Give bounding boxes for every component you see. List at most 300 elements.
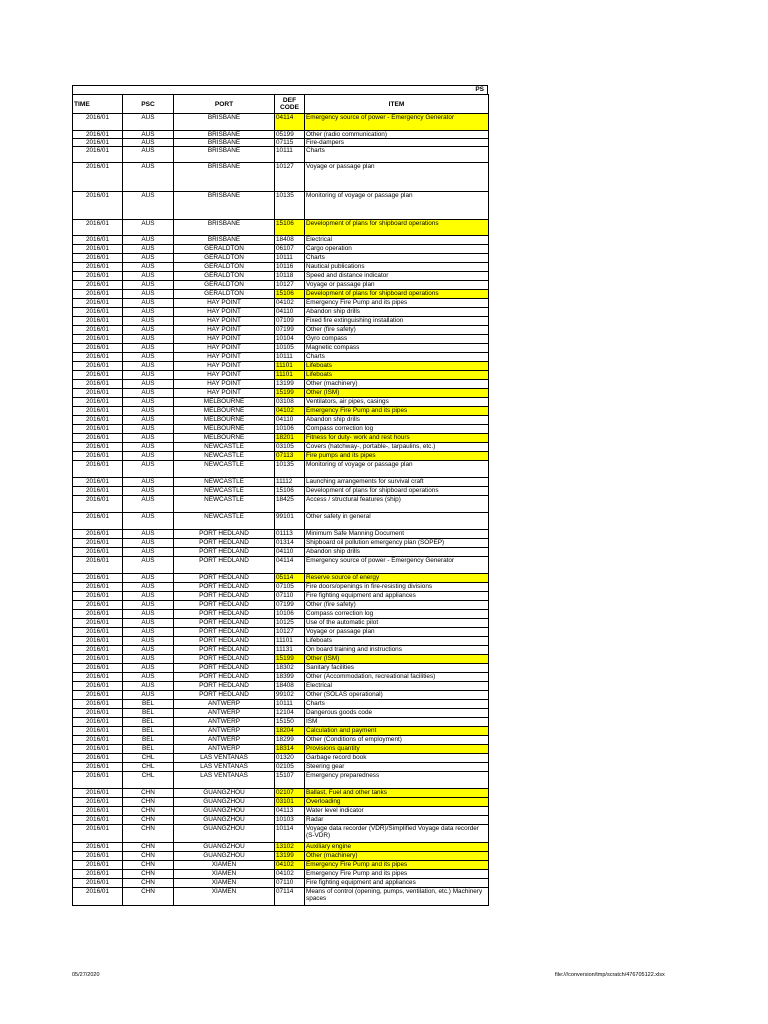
cell-def-code: 10114 (275, 825, 305, 843)
cell-time: 2016/01 (73, 389, 123, 398)
cell-port: NEWCASTLE (174, 487, 275, 496)
cell-psc: CHN (123, 816, 174, 825)
table-row (73, 673, 489, 682)
cell-item: Development of plans for shipboard operations (305, 220, 489, 236)
cell-time: 2016/01 (73, 861, 123, 870)
cell-psc: CHL (123, 772, 174, 789)
cell-port: NEWCASTLE (174, 478, 275, 487)
table-row (73, 513, 489, 530)
table-row (73, 434, 489, 443)
cell-def-code: 06107 (275, 245, 305, 254)
cell-item: Other (Accommodation, recreational facilities) (305, 673, 489, 682)
cell-time: 2016/01 (73, 852, 123, 861)
cell-item: Other (ISM) (305, 655, 489, 664)
cell-port: ANTWERP (174, 745, 275, 754)
table-row (73, 272, 489, 281)
table-row (73, 398, 489, 407)
cell-time: 2016/01 (73, 691, 123, 700)
cell-time: 2016/01 (73, 798, 123, 807)
header-time: TIME (73, 95, 123, 114)
cell-item: Fire-dampers (305, 139, 489, 147)
cell-psc: AUS (123, 389, 174, 398)
cell-def-code: 10127 (275, 281, 305, 290)
cell-time: 2016/01 (73, 416, 123, 425)
cell-item: Shipboard oil pollution emergency plan (SOPEP) (305, 539, 489, 548)
cell-time: 2016/01 (73, 308, 123, 317)
cell-port: PORT HEDLAND (174, 646, 275, 655)
cell-port: LAS VENTANAS (174, 763, 275, 772)
table-row (73, 344, 489, 353)
cell-time: 2016/01 (73, 888, 123, 906)
cell-port: ANTWERP (174, 718, 275, 727)
table-row (73, 192, 489, 220)
table-row (73, 754, 489, 763)
cell-psc: BEL (123, 718, 174, 727)
table-row (73, 389, 489, 398)
cell-def-code: 10118 (275, 272, 305, 281)
cell-time: 2016/01 (73, 789, 123, 798)
cell-item: Voyage or passage plan (305, 163, 489, 192)
cell-time: 2016/01 (73, 879, 123, 888)
cell-psc: AUS (123, 425, 174, 434)
cell-port: ANTWERP (174, 736, 275, 745)
cell-time: 2016/01 (73, 147, 123, 163)
cell-item: Lifeboats (305, 637, 489, 646)
cell-def-code: 13102 (275, 843, 305, 852)
cell-port: MELBOURNE (174, 434, 275, 443)
cell-time: 2016/01 (73, 335, 123, 344)
cell-time: 2016/01 (73, 496, 123, 513)
cell-psc: AUS (123, 398, 174, 407)
cell-time: 2016/01 (73, 398, 123, 407)
cell-psc: AUS (123, 574, 174, 583)
cell-item: Emergency source of power - Emergency Generator (305, 557, 489, 574)
cell-time: 2016/01 (73, 754, 123, 763)
cell-psc: CHN (123, 852, 174, 861)
cell-item: Other (machinery) (305, 852, 489, 861)
table-row (73, 236, 489, 245)
cell-time: 2016/01 (73, 673, 123, 682)
cell-item: Lifeboats (305, 371, 489, 380)
cell-time: 2016/01 (73, 601, 123, 610)
table-row (73, 281, 489, 290)
cell-time: 2016/01 (73, 326, 123, 335)
table-row (73, 557, 489, 574)
cell-def-code: 11101 (275, 362, 305, 371)
table-row (73, 709, 489, 718)
cell-def-code: 07199 (275, 601, 305, 610)
cell-item: ISM (305, 718, 489, 727)
cell-item: Garbage record book (305, 754, 489, 763)
cell-item: Development of plans for shipboard operations (305, 290, 489, 299)
cell-time: 2016/01 (73, 574, 123, 583)
cell-port: BRISBANE (174, 192, 275, 220)
cell-time: 2016/01 (73, 700, 123, 709)
table-row (73, 798, 489, 807)
cell-psc: AUS (123, 308, 174, 317)
cell-psc: AUS (123, 487, 174, 496)
cell-time: 2016/01 (73, 380, 123, 389)
cell-def-code: 04110 (275, 548, 305, 557)
cell-def-code: 03108 (275, 398, 305, 407)
cell-def-code: 07105 (275, 583, 305, 592)
cell-psc: CHL (123, 754, 174, 763)
cell-item: Reserve source of energy (305, 574, 489, 583)
table-row (73, 682, 489, 691)
cell-port: PORT HEDLAND (174, 664, 275, 673)
cell-port: HAY POINT (174, 362, 275, 371)
cell-time: 2016/01 (73, 628, 123, 637)
table-row (73, 861, 489, 870)
cell-port: GERALDTON (174, 281, 275, 290)
cell-def-code: 10125 (275, 619, 305, 628)
cell-time: 2016/01 (73, 557, 123, 574)
cell-time: 2016/01 (73, 736, 123, 745)
table-row (73, 308, 489, 317)
cell-time: 2016/01 (73, 114, 123, 131)
cell-port: GERALDTON (174, 272, 275, 281)
cell-item: Calculation and payment (305, 727, 489, 736)
cell-item: Compass correction log (305, 610, 489, 619)
cell-psc: AUS (123, 407, 174, 416)
cell-psc: AUS (123, 443, 174, 452)
cell-psc: BEL (123, 727, 174, 736)
cell-time: 2016/01 (73, 530, 123, 539)
cell-def-code: 04110 (275, 416, 305, 425)
cell-time: 2016/01 (73, 478, 123, 487)
cell-time: 2016/01 (73, 727, 123, 736)
cell-def-code: 18425 (275, 496, 305, 513)
cell-port: BRISBANE (174, 114, 275, 131)
cell-item: Development of plans for shipboard operations (305, 487, 489, 496)
cell-psc: AUS (123, 513, 174, 530)
cell-def-code: 11101 (275, 371, 305, 380)
table-row (73, 655, 489, 664)
cell-port: BRISBANE (174, 236, 275, 245)
cell-time: 2016/01 (73, 843, 123, 852)
cell-item: Sanitary facilities (305, 664, 489, 673)
cell-time: 2016/01 (73, 425, 123, 434)
cell-psc: CHN (123, 888, 174, 906)
cell-psc: BEL (123, 745, 174, 754)
cell-item: Voyage data recorder (VDR)/Simplified Voyage data recorder (S-VDR) (305, 825, 489, 843)
cell-psc: AUS (123, 263, 174, 272)
cell-def-code: 15106 (275, 487, 305, 496)
cell-port: PORT HEDLAND (174, 530, 275, 539)
cell-item: Emergency Fire Pump and its pipes (305, 870, 489, 879)
cell-def-code: 04102 (275, 870, 305, 879)
cell-port: BRISBANE (174, 220, 275, 236)
cell-item: Fire fighting equipment and appliances (305, 592, 489, 601)
cell-psc: AUS (123, 496, 174, 513)
cell-def-code: 10111 (275, 700, 305, 709)
cell-port: HAY POINT (174, 299, 275, 308)
cell-psc: AUS (123, 673, 174, 682)
cell-port: PORT HEDLAND (174, 682, 275, 691)
cell-def-code: 12104 (275, 709, 305, 718)
cell-time: 2016/01 (73, 407, 123, 416)
cell-item: Other safety in general (305, 513, 489, 530)
footer-file-path: file:///conversion/tmp/scratch/476705122.xlsx (555, 972, 665, 978)
table-row (73, 220, 489, 236)
cell-port: HAY POINT (174, 380, 275, 389)
cell-item: Ballast, Fuel and other tanks (305, 789, 489, 798)
cell-port: PORT HEDLAND (174, 601, 275, 610)
cell-def-code: 15106 (275, 220, 305, 236)
cell-psc: AUS (123, 335, 174, 344)
cell-port: BRISBANE (174, 147, 275, 163)
cell-time: 2016/01 (73, 655, 123, 664)
cell-def-code: 07199 (275, 326, 305, 335)
cell-time: 2016/01 (73, 163, 123, 192)
cell-psc: CHN (123, 807, 174, 816)
cell-item: Fitness for duty- work and rest hours (305, 434, 489, 443)
cell-time: 2016/01 (73, 299, 123, 308)
cell-time: 2016/01 (73, 131, 123, 139)
cell-item: On board training and instructions (305, 646, 489, 655)
cell-def-code: 03105 (275, 443, 305, 452)
table-row (73, 772, 489, 789)
cell-time: 2016/01 (73, 290, 123, 299)
cell-port: PORT HEDLAND (174, 548, 275, 557)
cell-def-code: 10135 (275, 192, 305, 220)
cell-port: PORT HEDLAND (174, 628, 275, 637)
table-row (73, 879, 489, 888)
cell-port: GUANGZHOU (174, 789, 275, 798)
cell-def-code: 10111 (275, 353, 305, 362)
table-row (73, 335, 489, 344)
cell-port: PORT HEDLAND (174, 574, 275, 583)
cell-def-code: 18314 (275, 745, 305, 754)
cell-psc: CHL (123, 763, 174, 772)
cell-item: Charts (305, 147, 489, 163)
cell-def-code: 18299 (275, 736, 305, 745)
cell-item: Electrical (305, 236, 489, 245)
cell-def-code: 04110 (275, 308, 305, 317)
cell-time: 2016/01 (73, 548, 123, 557)
cell-port: HAY POINT (174, 326, 275, 335)
cell-time: 2016/01 (73, 281, 123, 290)
cell-def-code: 04102 (275, 861, 305, 870)
table-row (73, 816, 489, 825)
table-row (73, 610, 489, 619)
cell-psc: AUS (123, 601, 174, 610)
cell-item: Launching arrangements for survival craft (305, 478, 489, 487)
cell-port: NEWCASTLE (174, 496, 275, 513)
cell-item: Access / structural features (ship) (305, 496, 489, 513)
cell-psc: BEL (123, 700, 174, 709)
cell-time: 2016/01 (73, 807, 123, 816)
cell-item: Nautical publications (305, 263, 489, 272)
table-row (73, 583, 489, 592)
cell-time: 2016/01 (73, 513, 123, 530)
cell-item: Radar (305, 816, 489, 825)
cell-def-code: 04114 (275, 557, 305, 574)
table-row (73, 163, 489, 192)
table-row (73, 888, 489, 906)
cell-def-code: 10104 (275, 335, 305, 344)
cell-item: Voyage or passage plan (305, 281, 489, 290)
cell-port: GERALDTON (174, 254, 275, 263)
cell-time: 2016/01 (73, 452, 123, 461)
table-row (73, 825, 489, 843)
cell-def-code: 04114 (275, 114, 305, 131)
cell-time: 2016/01 (73, 745, 123, 754)
cell-def-code: 01314 (275, 539, 305, 548)
cell-item: Water level indicator (305, 807, 489, 816)
cell-item: Fixed fire extinguishing installation (305, 317, 489, 326)
cell-def-code: 10111 (275, 147, 305, 163)
cell-time: 2016/01 (73, 254, 123, 263)
table-row (73, 539, 489, 548)
cell-port: GUANGZHOU (174, 852, 275, 861)
cell-psc: AUS (123, 637, 174, 646)
cell-psc: AUS (123, 655, 174, 664)
cell-psc: AUS (123, 139, 174, 147)
cell-time: 2016/01 (73, 245, 123, 254)
cell-item: Charts (305, 353, 489, 362)
cell-def-code: 18204 (275, 727, 305, 736)
cell-psc: AUS (123, 539, 174, 548)
table-row (73, 646, 489, 655)
cell-psc: AUS (123, 461, 174, 478)
cell-def-code: 10127 (275, 163, 305, 192)
cell-psc: AUS (123, 147, 174, 163)
cell-def-code: 01113 (275, 530, 305, 539)
cell-port: XIAMEN (174, 879, 275, 888)
cell-psc: AUS (123, 344, 174, 353)
cell-item: Magnetic compass (305, 344, 489, 353)
cell-item: Dangerous goods code (305, 709, 489, 718)
cell-port: MELBOURNE (174, 425, 275, 434)
table-row (73, 745, 489, 754)
cell-def-code: 18201 (275, 434, 305, 443)
cell-def-code: 18399 (275, 673, 305, 682)
cell-item: Provisions quantity (305, 745, 489, 754)
cell-time: 2016/01 (73, 434, 123, 443)
cell-port: GUANGZHOU (174, 825, 275, 843)
cell-psc: AUS (123, 478, 174, 487)
cell-item: Lifeboats (305, 362, 489, 371)
cell-time: 2016/01 (73, 870, 123, 879)
cell-psc: CHN (123, 798, 174, 807)
cell-item: Fire doors/openings in fire-resisting divisions (305, 583, 489, 592)
cell-psc: BEL (123, 709, 174, 718)
cell-psc: AUS (123, 434, 174, 443)
cell-def-code: 99101 (275, 513, 305, 530)
cell-def-code: 15106 (275, 290, 305, 299)
cell-port: GUANGZHOU (174, 807, 275, 816)
cell-psc: BEL (123, 736, 174, 745)
cell-psc: AUS (123, 646, 174, 655)
cell-port: MELBOURNE (174, 398, 275, 407)
header-def-code: DEF CODE (275, 95, 305, 114)
cell-time: 2016/01 (73, 317, 123, 326)
cell-def-code: 07110 (275, 592, 305, 601)
cell-item: Cargo operation (305, 245, 489, 254)
table-row (73, 664, 489, 673)
table-row (73, 789, 489, 798)
cell-def-code: 11101 (275, 637, 305, 646)
cell-port: XIAMEN (174, 870, 275, 879)
cell-time: 2016/01 (73, 816, 123, 825)
cell-port: MELBOURNE (174, 416, 275, 425)
cell-psc: CHN (123, 789, 174, 798)
cell-item: Means of control (opening, pumps, ventilation, etc.) Machinery spaces (305, 888, 489, 906)
cell-def-code: 05199 (275, 131, 305, 139)
cell-psc: AUS (123, 131, 174, 139)
table-row (73, 496, 489, 513)
cell-time: 2016/01 (73, 539, 123, 548)
cell-item: Emergency preparedness (305, 772, 489, 789)
cell-item: Voyage or passage plan (305, 628, 489, 637)
table-row (73, 619, 489, 628)
cell-def-code: 01320 (275, 754, 305, 763)
sheet-label: PS (72, 85, 488, 95)
cell-psc: AUS (123, 691, 174, 700)
cell-def-code: 10127 (275, 628, 305, 637)
cell-item: Emergency Fire Pump and its pipes (305, 407, 489, 416)
cell-port: PORT HEDLAND (174, 610, 275, 619)
cell-def-code: 15199 (275, 389, 305, 398)
cell-time: 2016/01 (73, 709, 123, 718)
footer-date: 05/27/2020 (72, 972, 100, 978)
table-row (73, 601, 489, 610)
cell-def-code: 10103 (275, 816, 305, 825)
cell-def-code: 05114 (275, 574, 305, 583)
cell-port: PORT HEDLAND (174, 583, 275, 592)
cell-psc: AUS (123, 254, 174, 263)
table-row (73, 326, 489, 335)
cell-time: 2016/01 (73, 263, 123, 272)
cell-item: Compass correction log (305, 425, 489, 434)
cell-item: Charts (305, 254, 489, 263)
cell-item: Minimum Safe Manning Document (305, 530, 489, 539)
table-row (73, 691, 489, 700)
cell-time: 2016/01 (73, 362, 123, 371)
table-row (73, 131, 489, 139)
cell-item: Use of the automatic pilot (305, 619, 489, 628)
cell-psc: AUS (123, 236, 174, 245)
table-row (73, 362, 489, 371)
cell-port: NEWCASTLE (174, 452, 275, 461)
table-row (73, 727, 489, 736)
cell-time: 2016/01 (73, 461, 123, 478)
cell-item: Other (SOLAS operational) (305, 691, 489, 700)
psc-deficiency-table (72, 94, 489, 906)
cell-psc: AUS (123, 299, 174, 308)
cell-def-code: 99102 (275, 691, 305, 700)
table-row (73, 461, 489, 478)
table-row (73, 452, 489, 461)
cell-port: LAS VENTANAS (174, 754, 275, 763)
table-row (73, 548, 489, 557)
table-row (73, 637, 489, 646)
header-port: PORT (174, 95, 275, 114)
cell-time: 2016/01 (73, 825, 123, 843)
cell-item: Ventilators, air pipes, casings (305, 398, 489, 407)
cell-item: Fire fighting equipment and appliances (305, 879, 489, 888)
table-row (73, 299, 489, 308)
cell-item: Other (machinery) (305, 380, 489, 389)
table-row (73, 870, 489, 879)
cell-time: 2016/01 (73, 139, 123, 147)
table-row (73, 263, 489, 272)
cell-def-code: 04102 (275, 407, 305, 416)
cell-psc: AUS (123, 530, 174, 539)
cell-item: Auxiliary engine (305, 843, 489, 852)
table-row (73, 852, 489, 861)
